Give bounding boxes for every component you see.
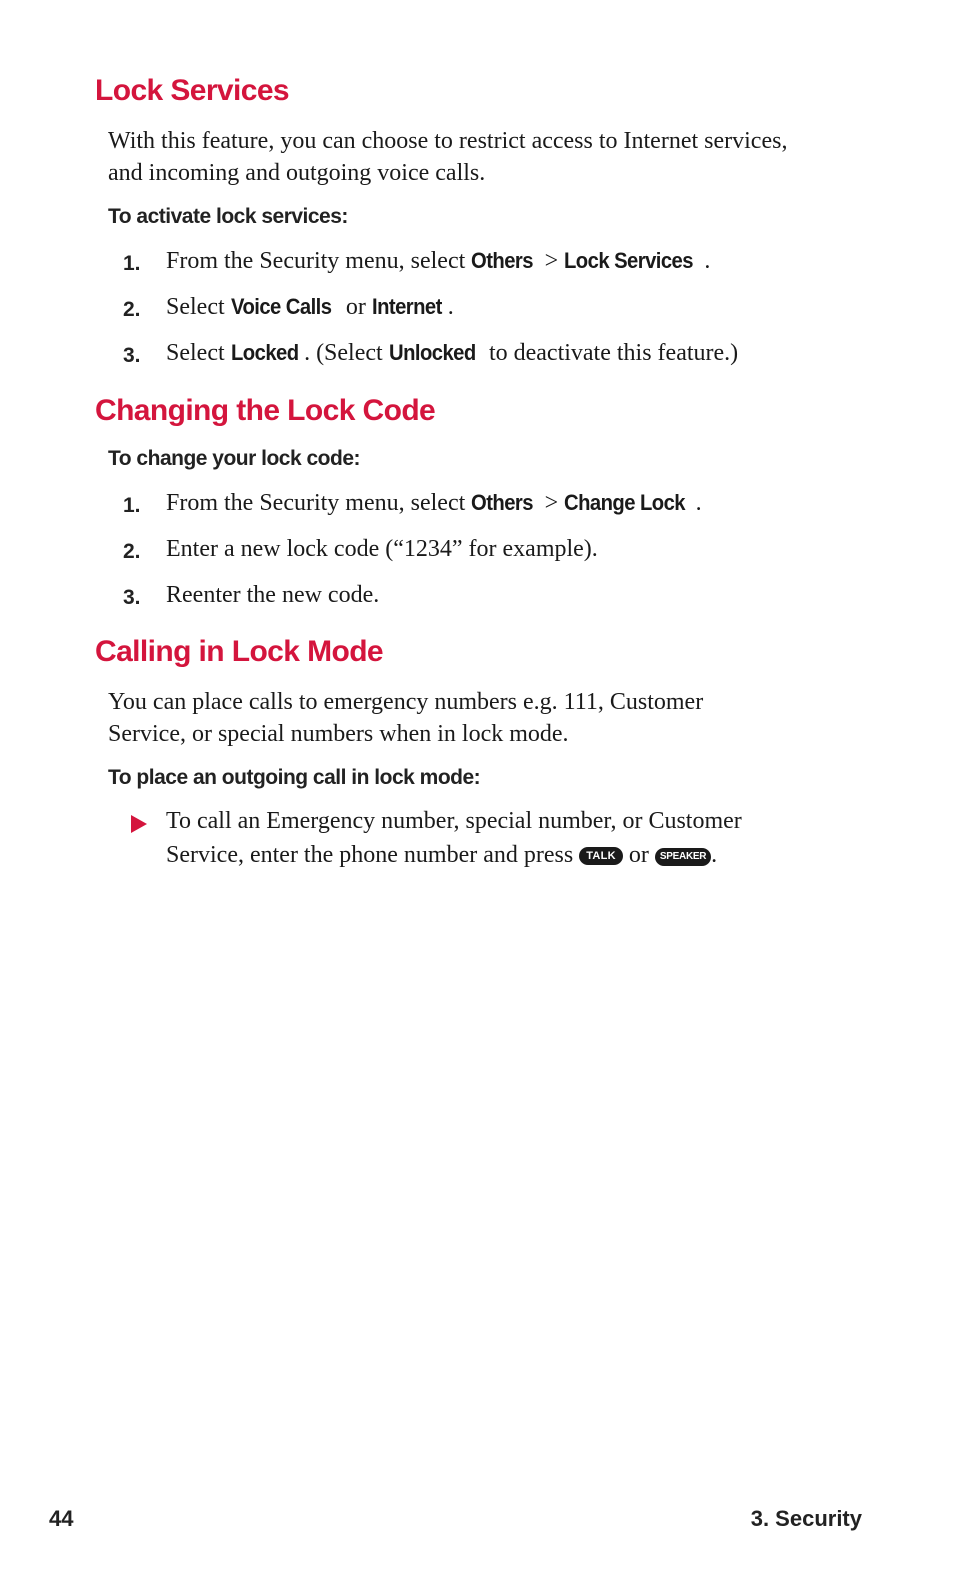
menu-key-internet: Internet <box>371 294 442 319</box>
step-number: 1. <box>123 494 141 517</box>
menu-key-others: Others <box>471 490 534 515</box>
page-number: 44 <box>49 1506 74 1531</box>
lock-services-intro-line2: and incoming and outgoing voice calls. <box>108 160 486 186</box>
menu-key-others: Others <box>471 248 534 273</box>
step-number: 3. <box>123 344 141 367</box>
lock-services-subheading: To activate lock services: <box>108 205 348 228</box>
step-number: 1. <box>123 252 141 275</box>
lock-services-step-2: Select Voice Calls or Internet . <box>166 294 454 320</box>
chapter-label: 3. Security <box>750 1506 862 1531</box>
change-lock-step-2: Enter a new lock code (“1234” for example). <box>166 536 598 562</box>
menu-key-lock-services: Lock Services <box>564 248 694 273</box>
lock-mode-bullet-line2: Service, enter the phone number and press TALK or SPEAKER . <box>166 842 718 868</box>
triangle-bullet-icon <box>131 815 147 833</box>
lock-services-step-1: From the Security menu, select Others > Lock Services . <box>166 248 711 274</box>
menu-key-voice-calls: Voice Calls <box>230 294 332 319</box>
lock-services-step-3: Select Locked . (Select Unlocked to deactivate this feature.) <box>166 340 739 366</box>
lock-services-intro-line1: With this feature, you can choose to restrict access to Internet services, <box>108 128 788 154</box>
lock-mode-intro-line2: Service, or special numbers when in lock mode. <box>108 721 569 747</box>
section-title-lock-services: Lock Services <box>95 74 289 107</box>
change-lock-step-1: From the Security menu, select Others > Change Lock . <box>166 490 702 516</box>
talk-key-icon: TALK <box>579 847 623 865</box>
menu-key-unlocked: Unlocked <box>388 340 476 365</box>
step-number: 2. <box>123 540 141 563</box>
menu-key-change-lock: Change Lock <box>564 490 686 515</box>
lock-mode-subheading: To place an outgoing call in lock mode: <box>108 766 481 789</box>
lock-mode-bullet-line1: To call an Emergency number, special number, or Customer <box>166 808 742 834</box>
menu-key-locked: Locked <box>230 340 299 365</box>
change-lock-code-subheading: To change your lock code: <box>108 447 360 470</box>
change-lock-step-3: Reenter the new code. <box>166 582 380 608</box>
lock-mode-intro-line1: You can place calls to emergency numbers e.g. 111, Customer <box>108 689 704 715</box>
section-title-calling-lock-mode: Calling in Lock Mode <box>95 635 384 668</box>
step-number: 3. <box>123 586 141 609</box>
step-number: 2. <box>123 298 141 321</box>
section-title-changing-lock-code: Changing the Lock Code <box>95 394 436 427</box>
speaker-key-icon: SPEAKER <box>655 848 711 866</box>
